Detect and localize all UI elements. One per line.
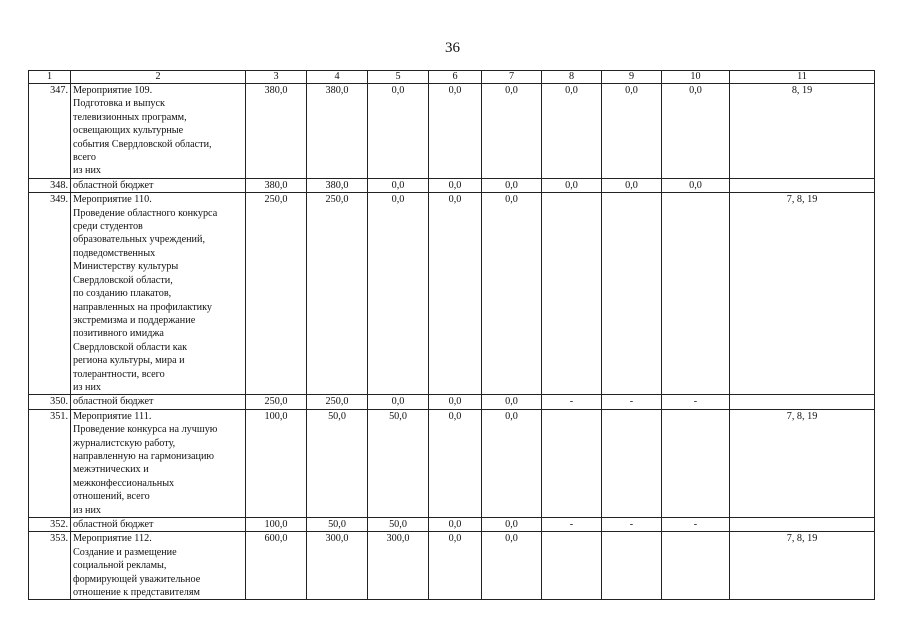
- table-row: [29, 178, 875, 192]
- column-header: 9: [602, 71, 662, 84]
- description-line: Свердловской области как: [73, 341, 188, 353]
- description-line: областной бюджет: [73, 396, 154, 408]
- value-cell: 50,0: [368, 409, 429, 517]
- value-cell: 380,0: [246, 84, 307, 179]
- description-line: журналистскую работу,: [73, 437, 176, 449]
- description-line: Мероприятие 111.: [73, 410, 152, 422]
- value-cell: 0,0: [542, 178, 602, 192]
- description-line: областной бюджет: [73, 179, 154, 191]
- description-line: Подготовка и выпуск: [73, 98, 165, 110]
- table-row: [29, 395, 875, 409]
- row-description: [71, 193, 246, 395]
- value-cell: -: [662, 518, 730, 532]
- value-cell: -: [542, 518, 602, 532]
- row-description: [71, 409, 246, 517]
- value-cell: [662, 532, 730, 600]
- row-number: 350.: [29, 395, 71, 409]
- value-cell: 250,0: [246, 395, 307, 409]
- value-cell: 0,0: [429, 178, 482, 192]
- value-cell: [542, 409, 602, 517]
- description-line: экстремизма и поддержание: [73, 314, 196, 326]
- description-line: Проведение областного конкурса: [73, 207, 218, 219]
- description-line: формирующей уважительное: [73, 573, 201, 585]
- column-header: 7: [482, 71, 542, 84]
- value-cell: 250,0: [307, 193, 368, 395]
- description-line: межэтнических и: [73, 464, 149, 476]
- value-cell: 300,0: [307, 532, 368, 600]
- column-header: 8: [542, 71, 602, 84]
- column-header: 10: [662, 71, 730, 84]
- description-line: подведомственных: [73, 247, 156, 259]
- description-line: образовательных учреждений,: [73, 234, 206, 246]
- value-cell: 50,0: [307, 409, 368, 517]
- value-cell: 0,0: [429, 518, 482, 532]
- value-cell: 0,0: [602, 84, 662, 179]
- value-cell: 0,0: [368, 193, 429, 395]
- value-cell: 300,0: [368, 532, 429, 600]
- value-cell: 250,0: [307, 395, 368, 409]
- value-cell: -: [602, 395, 662, 409]
- description-line: региона культуры, мира и: [73, 355, 185, 367]
- description-line: из них: [73, 165, 102, 177]
- note-cell: 7, 8, 19: [730, 193, 875, 395]
- row-number: 353.: [29, 532, 71, 600]
- value-cell: [662, 409, 730, 517]
- description-line: межконфессиональных: [73, 477, 175, 489]
- value-cell: 0,0: [429, 532, 482, 600]
- value-cell: 0,0: [662, 178, 730, 192]
- row-number: 351.: [29, 409, 71, 517]
- value-cell: 0,0: [429, 84, 482, 179]
- row-description: [71, 518, 246, 532]
- value-cell: 0,0: [482, 518, 542, 532]
- description-line: Мероприятие 112.: [73, 533, 152, 545]
- value-cell: 0,0: [542, 84, 602, 179]
- value-cell: 0,0: [429, 395, 482, 409]
- note-cell: [730, 395, 875, 409]
- value-cell: [602, 532, 662, 600]
- column-header: 3: [246, 71, 307, 84]
- value-cell: 0,0: [482, 395, 542, 409]
- row-number: 348.: [29, 178, 71, 192]
- table-row: [29, 84, 875, 179]
- row-number: 347.: [29, 84, 71, 179]
- description-line: из них: [73, 504, 102, 516]
- budget-table: [28, 70, 875, 600]
- value-cell: 100,0: [246, 409, 307, 517]
- column-header: 6: [429, 71, 482, 84]
- description-line: Создание и размещение: [73, 546, 177, 558]
- value-cell: 100,0: [246, 518, 307, 532]
- row-number: 349.: [29, 193, 71, 395]
- row-description: [71, 532, 246, 600]
- column-header: 2: [71, 71, 246, 84]
- description-line: Мероприятие 110.: [73, 194, 152, 206]
- value-cell: 0,0: [602, 178, 662, 192]
- value-cell: [542, 193, 602, 395]
- description-line: всего: [73, 152, 96, 164]
- value-cell: 0,0: [368, 84, 429, 179]
- description-line: толерантности, всего: [73, 368, 165, 380]
- description-line: Проведение конкурса на лучшую: [73, 424, 218, 436]
- value-cell: 600,0: [246, 532, 307, 600]
- description-line: отношение к представителям: [73, 587, 200, 599]
- description-line: областной бюджет: [73, 519, 154, 530]
- value-cell: -: [602, 518, 662, 532]
- value-cell: -: [542, 395, 602, 409]
- column-header: 5: [368, 71, 429, 84]
- note-cell: 7, 8, 19: [730, 409, 875, 517]
- row-description: [71, 84, 246, 179]
- description-line: освещающих культурные: [73, 125, 184, 137]
- note-cell: [730, 518, 875, 532]
- value-cell: 0,0: [482, 178, 542, 192]
- description-line: направленную на гармонизацию: [73, 450, 215, 462]
- value-cell: 0,0: [482, 532, 542, 600]
- value-cell: 380,0: [246, 178, 307, 192]
- column-header: 1: [29, 71, 71, 84]
- row-number: 352.: [29, 518, 71, 532]
- value-cell: 0,0: [662, 84, 730, 179]
- value-cell: 0,0: [429, 193, 482, 395]
- column-header: 4: [307, 71, 368, 84]
- description-line: отношений, всего: [73, 491, 150, 503]
- table-row: [29, 409, 875, 517]
- description-line: Свердловской области,: [73, 274, 173, 286]
- note-cell: 8, 19: [730, 84, 875, 179]
- value-cell: -: [662, 395, 730, 409]
- value-cell: [662, 193, 730, 395]
- value-cell: 0,0: [482, 84, 542, 179]
- value-cell: 380,0: [307, 84, 368, 179]
- description-line: события Свердловской области,: [73, 138, 212, 150]
- table-row: [29, 518, 875, 532]
- description-line: Мероприятие 109.: [73, 85, 153, 96]
- value-cell: [542, 532, 602, 600]
- value-cell: 50,0: [307, 518, 368, 532]
- table-row: [29, 193, 875, 395]
- value-cell: 250,0: [246, 193, 307, 395]
- value-cell: [602, 193, 662, 395]
- row-description: [71, 178, 246, 192]
- description-line: социальной рекламы,: [73, 560, 167, 572]
- row-description: [71, 395, 246, 409]
- description-line: из них: [73, 381, 102, 393]
- table-row: [29, 532, 875, 600]
- description-line: среди студентов: [73, 221, 143, 233]
- value-cell: 0,0: [368, 395, 429, 409]
- description-line: по созданию плакатов,: [73, 288, 172, 300]
- value-cell: 0,0: [429, 409, 482, 517]
- value-cell: 50,0: [368, 518, 429, 532]
- description-line: позитивного имиджа: [73, 328, 164, 340]
- value-cell: 0,0: [368, 178, 429, 192]
- description-line: телевизионных программ,: [73, 111, 187, 123]
- note-cell: 7, 8, 19: [730, 532, 875, 600]
- description-line: Министерству культуры: [73, 261, 179, 273]
- column-header: 11: [730, 71, 875, 84]
- value-cell: 0,0: [482, 193, 542, 395]
- value-cell: 380,0: [307, 178, 368, 192]
- page-number: 36: [445, 40, 460, 56]
- description-line: направленных на профилактику: [73, 301, 213, 313]
- value-cell: 0,0: [482, 409, 542, 517]
- note-cell: [730, 178, 875, 192]
- column-number-row: [29, 71, 875, 84]
- value-cell: [602, 409, 662, 517]
